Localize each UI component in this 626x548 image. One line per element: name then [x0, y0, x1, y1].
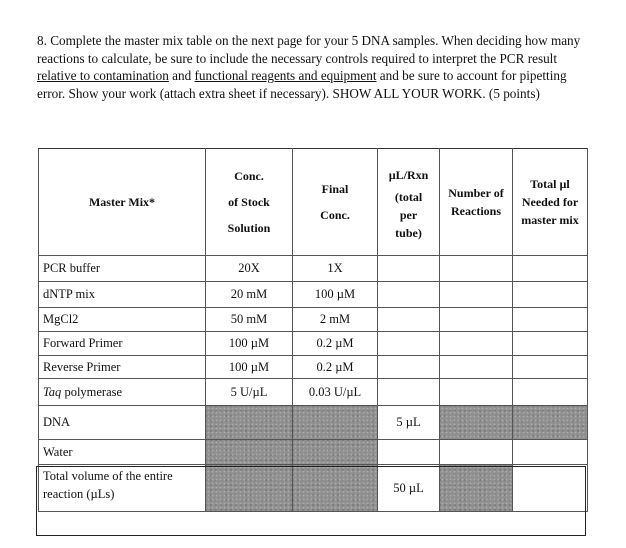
num-reactions-cell[interactable] [440, 332, 513, 356]
shaded-cell [293, 406, 378, 440]
stock-conc: 100 µM [206, 356, 293, 379]
num-reactions-cell[interactable] [440, 356, 513, 379]
final-conc: 0.2 µM [293, 332, 378, 356]
num-reactions-cell[interactable] [440, 282, 513, 308]
num-reactions-cell[interactable] [440, 379, 513, 406]
final-conc: 0.2 µM [293, 356, 378, 379]
reagent-name: DNA [39, 406, 206, 440]
total-ul-cell[interactable] [513, 308, 588, 332]
reagent-name: Forward Primer [39, 332, 206, 356]
table-row [39, 256, 588, 282]
table-row [39, 282, 588, 308]
header-num-reactions: Number of Reactions [440, 149, 513, 256]
question-middle: and [168, 68, 195, 84]
total-ul-rxn-value: 50 µL [378, 465, 440, 512]
total-ul-cell[interactable] [513, 332, 588, 356]
shaded-cell [440, 465, 513, 512]
stock-conc: 5 U/µL [206, 379, 293, 406]
header-ul-rxn: µL/Rxn (total per tube) [378, 149, 440, 256]
final-conc: 1X [293, 256, 378, 282]
table-row [39, 356, 588, 379]
reagent-name: Reverse Primer [39, 356, 206, 379]
reagent-name: dNTP mix [39, 282, 206, 308]
total-ul-cell[interactable] [513, 379, 588, 406]
ul-rxn-cell[interactable] [378, 440, 440, 465]
table-row [39, 379, 588, 406]
total-ul-cell[interactable] [513, 465, 588, 512]
shaded-cell [293, 465, 378, 512]
final-conc: 2 mM [293, 308, 378, 332]
header-conc-stock: Conc. of Stock Solution [206, 149, 293, 256]
total-volume-label: Total volume of the entire reaction (µLs) [39, 465, 206, 512]
table-row-total [39, 465, 588, 512]
header-total-ul: Total µl Needed for master mix [513, 149, 588, 256]
table-header-row [39, 149, 588, 256]
header-final-conc: Final Conc. [293, 149, 378, 256]
header-master-mix: Master Mix* [39, 149, 206, 256]
ul-rxn-value: 5 µL [378, 406, 440, 440]
underline-contamination: relative to contamination [37, 68, 169, 84]
reagent-name: PCR buffer [39, 256, 206, 282]
ul-rxn-cell[interactable] [378, 308, 440, 332]
shaded-cell [293, 440, 378, 465]
total-ul-cell[interactable] [513, 282, 588, 308]
ul-rxn-cell[interactable] [378, 282, 440, 308]
ul-rxn-cell[interactable] [378, 332, 440, 356]
final-conc: 100 µM [293, 282, 378, 308]
underline-functional: functional reagents and equipment [194, 68, 377, 84]
shaded-cell [513, 406, 588, 440]
num-reactions-cell[interactable] [440, 256, 513, 282]
table-row-dna [39, 406, 588, 440]
question-text [37, 32, 597, 102]
reagent-name: Water [39, 440, 206, 465]
table-row-water [39, 440, 588, 465]
num-reactions-cell[interactable] [440, 308, 513, 332]
reagent-name: Taq polymerase [39, 379, 206, 406]
question-suffix: and be sure to account for pipetting error. Show your work (attach extra sheet if necessary). SHOW ALL YOUR WORK. (5 points) [37, 68, 567, 101]
stock-conc: 20X [206, 256, 293, 282]
stock-conc: 20 mM [206, 282, 293, 308]
total-ul-cell[interactable] [513, 256, 588, 282]
table-row [39, 308, 588, 332]
shaded-cell [206, 406, 293, 440]
final-conc: 0.03 U/µL [293, 379, 378, 406]
total-ul-cell[interactable] [513, 356, 588, 379]
shaded-cell [206, 440, 293, 465]
question-prefix: 8. Complete the master mix table on the next page for your 5 DNA samples. When deciding how many reactions to calculate, be sure to include the necessary controls required to interpret the PCR result [37, 33, 581, 66]
reagent-name: MgCl2 [39, 308, 206, 332]
ul-rxn-cell[interactable] [378, 256, 440, 282]
shaded-cell [206, 465, 293, 512]
stock-conc: 100 µM [206, 332, 293, 356]
num-reactions-cell[interactable] [440, 440, 513, 465]
stock-conc: 50 mM [206, 308, 293, 332]
total-ul-cell[interactable] [513, 440, 588, 465]
ul-rxn-cell[interactable] [378, 356, 440, 379]
taq-italic: Taq [43, 384, 62, 399]
shaded-cell [440, 406, 513, 440]
ul-rxn-cell[interactable] [378, 379, 440, 406]
master-mix-table [38, 148, 588, 512]
table-row [39, 332, 588, 356]
